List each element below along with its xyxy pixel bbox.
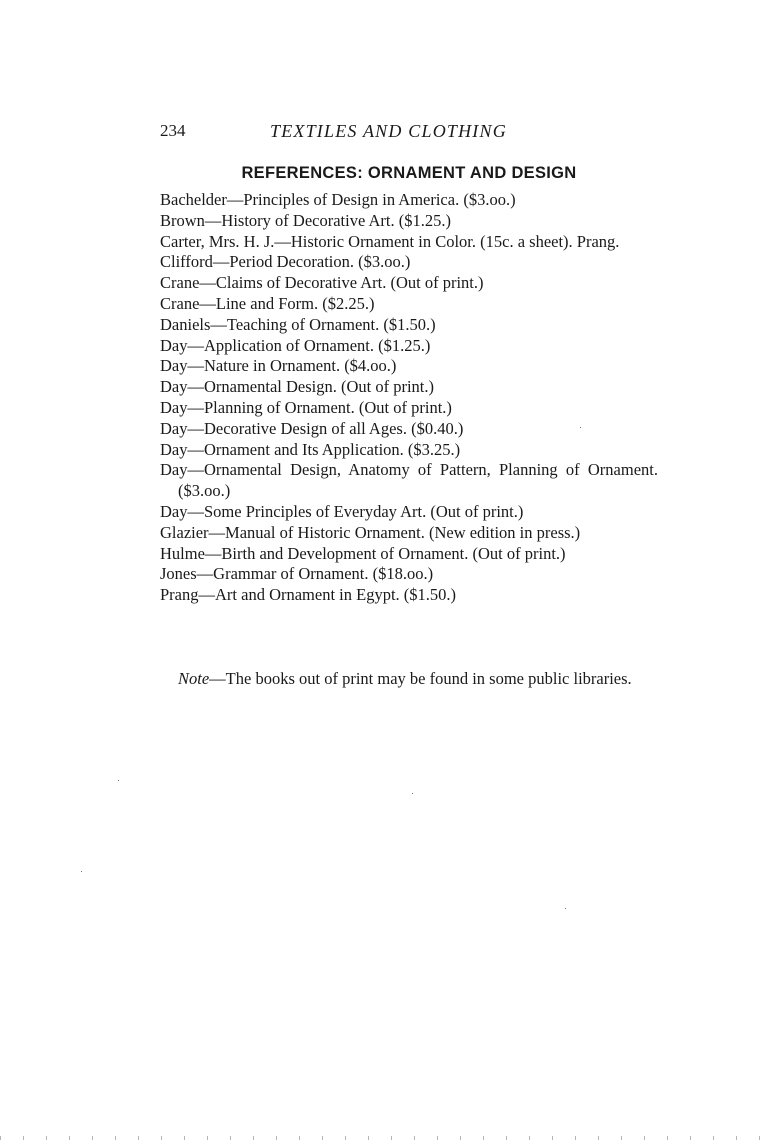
reference-item: Brown—History of Decorative Art. ($1.25.) xyxy=(160,210,451,230)
reference-item: Jones—Grammar of Ornament. ($18.oo.) xyxy=(160,564,434,584)
section-heading: REFERENCES: ORNAMENT AND DESIGN xyxy=(241,164,577,182)
reference-item: Day—Ornamental Design, Anatomy of Pattern, Planning of Ornament. ($3.oo.) xyxy=(160,460,658,501)
reference-item: Clifford—Period Decoration. ($3.oo.) xyxy=(160,252,411,272)
reference-item: Bachelder—Principles of Design in America. ($3.oo.) xyxy=(160,190,516,209)
scan-speck xyxy=(412,793,413,794)
note-text: —The books out of print may be found in some public libraries. xyxy=(209,669,632,688)
reference-item: Crane—Claims of Decorative Art. (Out of print.) xyxy=(160,273,484,293)
scan-edge-noise xyxy=(0,1136,769,1140)
scan-speck xyxy=(118,780,119,781)
reference-list xyxy=(160,190,658,606)
reference-item: Carter, Mrs. H. J.—Historic Ornament in Color. (15c. a sheet). Prang. xyxy=(160,231,620,251)
page-number: 234 xyxy=(160,121,186,140)
scan-speck xyxy=(580,427,581,428)
reference-item: Hulme—Birth and Development of Ornament. (Out of print.) xyxy=(160,543,566,563)
reference-item: Prang—Art and Ornament in Egypt. ($1.50.) xyxy=(160,585,457,605)
scan-speck xyxy=(81,871,82,872)
running-head xyxy=(160,121,660,143)
scan-speck xyxy=(565,908,566,909)
running-title: TEXTILES AND CLOTHING xyxy=(270,121,507,141)
reference-item: Day—Planning of Ornament. (Out of print.) xyxy=(160,397,452,417)
reference-item: Day—Some Principles of Everyday Art. (Out of print.) xyxy=(160,501,524,521)
reference-item: Day—Nature in Ornament. ($4.oo.) xyxy=(160,356,397,376)
reference-item: Glazier—Manual of Historic Ornament. (New edition in press.) xyxy=(160,522,581,542)
reference-item: Day—Decorative Design of all Ages. ($0.40.) xyxy=(160,418,464,438)
note-paragraph xyxy=(160,669,658,690)
reference-item: Day—Ornamental Design. (Out of print.) xyxy=(160,377,435,397)
reference-item: Day—Ornament and Its Application. ($3.25.) xyxy=(160,439,461,459)
reference-item: Daniels—Teaching of Ornament. ($1.50.) xyxy=(160,314,436,334)
reference-item: Day—Application of Ornament. ($1.25.) xyxy=(160,335,431,355)
reference-item: Crane—Line and Form. ($2.25.) xyxy=(160,293,375,313)
note-label: Note xyxy=(178,669,210,688)
